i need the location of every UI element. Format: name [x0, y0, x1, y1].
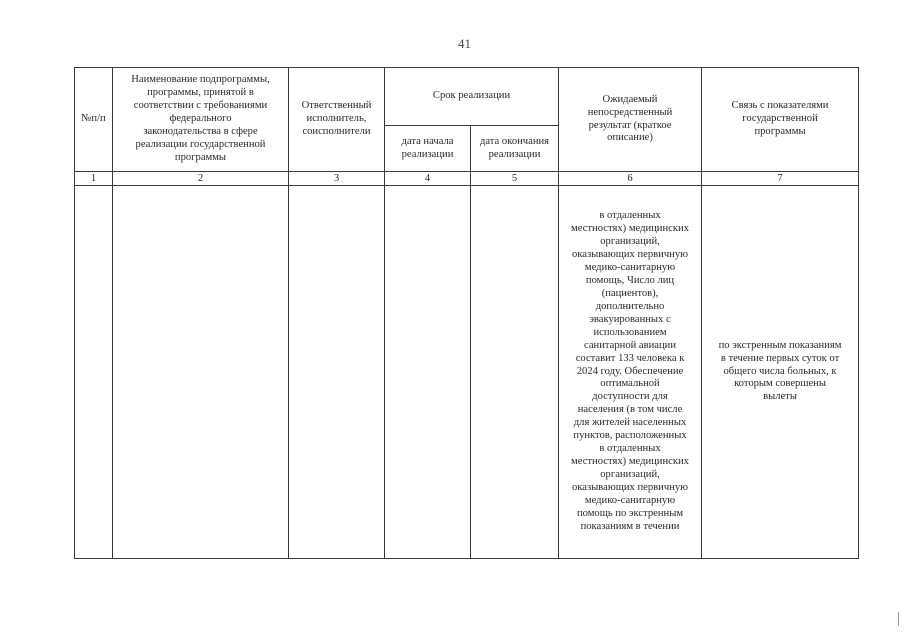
cell-expected-result: в отдаленных местностях) медицинских организаций, оказывающих первичную медико-санитарную помощь, Число лиц (пациентов), дополнительно эвакуированных с использованием санитарной авиации составит 133 человека к 2024 году. Обеспечение оптимальной доступности для населения (в том числе для жителей населенных пунктов, расположенных в отдаленных местностях) медицинских организаций, оказывающих первичную медико-санитарную помощь по экстренным показаниям в течении [559, 186, 702, 559]
cell-indicator-link: по экстренным показаниям в течение первых суток от общего числа больных, к которым совершены вылеты [702, 186, 859, 559]
table-row [75, 186, 859, 559]
header-subprogram-name: Наименование подпрограммы, программы, принятой в соответствии с требованиями федерального законодательства в сфере реализации государственной программы [113, 68, 289, 172]
header-responsible-executor: Ответственный исполнитель, соисполнители [289, 68, 385, 172]
column-number: 2 [113, 172, 289, 186]
cell-start-date [385, 186, 471, 559]
header-expected-result: Ожидаемый непосредственный результат (краткое описание) [559, 68, 702, 172]
column-number-row [75, 172, 859, 186]
cell-responsible-executor [289, 186, 385, 559]
column-number: 4 [385, 172, 471, 186]
cell-subprogram-name [113, 186, 289, 559]
header-end-date: дата окончания реализации [471, 126, 559, 172]
page-number: 41 [458, 36, 471, 51]
column-number: 7 [702, 172, 859, 186]
column-number: 3 [289, 172, 385, 186]
header-start-date: дата начала реализации [385, 126, 471, 172]
header-indicator-link: Связь с показателями государственной программы [702, 68, 859, 172]
header-implementation-period: Срок реализации [385, 68, 559, 126]
scan-edge-mark [898, 612, 899, 626]
header-number: №п/п [75, 68, 113, 172]
cell-end-date [471, 186, 559, 559]
column-number: 1 [75, 172, 113, 186]
column-number: 5 [471, 172, 559, 186]
cell-number [75, 186, 113, 559]
column-number: 6 [559, 172, 702, 186]
implementation-table [74, 67, 859, 559]
